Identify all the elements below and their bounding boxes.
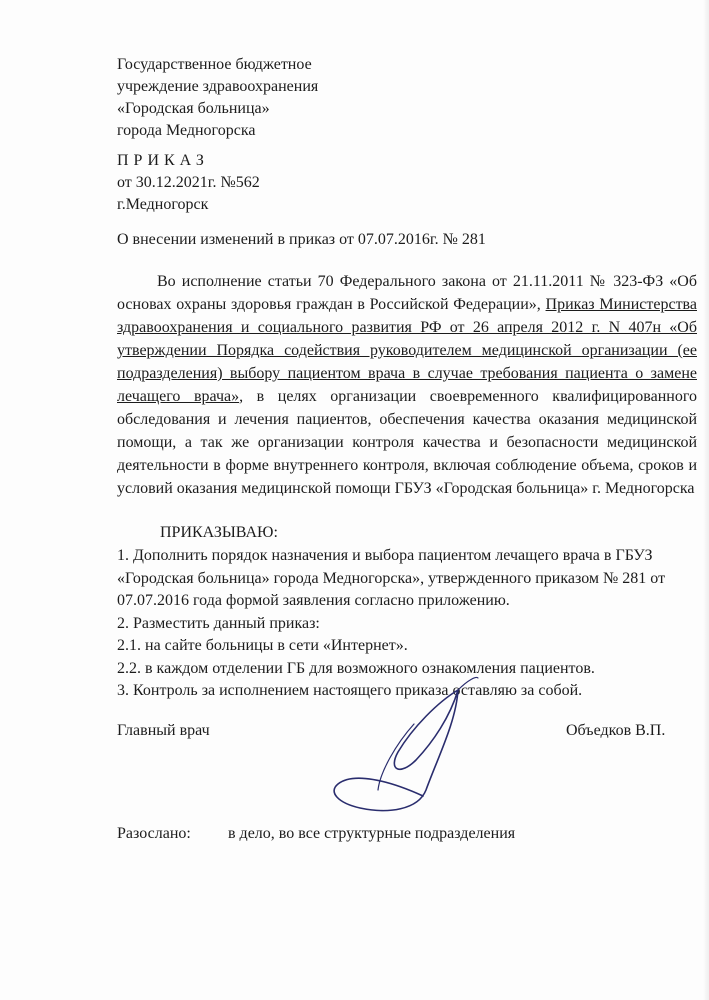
order-subject: О внесении изменений в приказ от 07.07.2016г. № 281	[117, 231, 486, 248]
preamble-part-2: , в целях организации своевременного квалифицированного обследования и лечения пациентов, обеспечения качества оказания медицинской помощи, а так же организации контроля качества и безопасности медицинской деятельности в форме внутреннего контроля, включая соблюдение объема, сроков и условий оказания медицинской помощи ГБУЗ «Городская больница» г. Медногорска	[117, 388, 697, 497]
institution-line-1: Государственное бюджетное	[117, 56, 312, 73]
institution-header	[117, 54, 318, 142]
order-directive-word: ПРИКАЗЫВАЮ:	[160, 524, 278, 541]
order-city: г.Медногорск	[117, 196, 209, 213]
institution-line-2: учреждение здравоохранения	[117, 78, 319, 95]
order-item: 3. Контроль за исполнением настоящего приказа оставляю за собой.	[117, 682, 583, 699]
institution-line-4: города Медногорска	[117, 122, 256, 139]
order-item: 2.1. на сайте больницы в сети «Интернет».	[117, 637, 408, 654]
distribution-value: в дело, во все структурные подразделения	[228, 825, 516, 842]
order-item: 1. Дополнить порядок назначения и выбора пациентом лечащего врача в ГБУЗ «Городская больница» города Медногорска», утвержденного приказом № 281 от 07.07.2016 года формой заявления согласно приложению.	[117, 547, 666, 609]
distribution-label: Разослано:	[117, 825, 191, 842]
order-item: 2.2. в каждом отделении ГБ для возможного ознакомления пациентов.	[117, 659, 595, 677]
order-date-number: от 30.12.2021г. №562	[117, 174, 260, 191]
page-edge-shadow	[703, 0, 709, 1000]
order-header	[117, 150, 260, 216]
signatory-name: Объедков В.П.	[566, 722, 666, 739]
preamble-underlined-reference: Приказ Министерства здравоохранения и социального развития РФ от 26 апреля 2012 г. N 407н «Об утверждении Порядка содействия руководителем медицинской организации (ее подразделения) выбору пациентом врача в случае требования пациента о замене лечащего врача»	[117, 296, 697, 405]
handwritten-signature	[318, 672, 518, 822]
order-item: 2. Разместить данный приказ:	[117, 614, 320, 632]
signatory-position: Главный врач	[117, 722, 210, 739]
preamble-part-1: Во исполнение статьи 70 Федерального закона от 21.11.2011 № 323-ФЗ «Об основах охраны здоровья граждан в Российской Федерации»,	[117, 273, 697, 313]
order-title: ПРИКАЗ	[117, 152, 209, 169]
institution-line-3: «Городская больница»	[117, 100, 270, 117]
order-preamble	[117, 270, 697, 500]
